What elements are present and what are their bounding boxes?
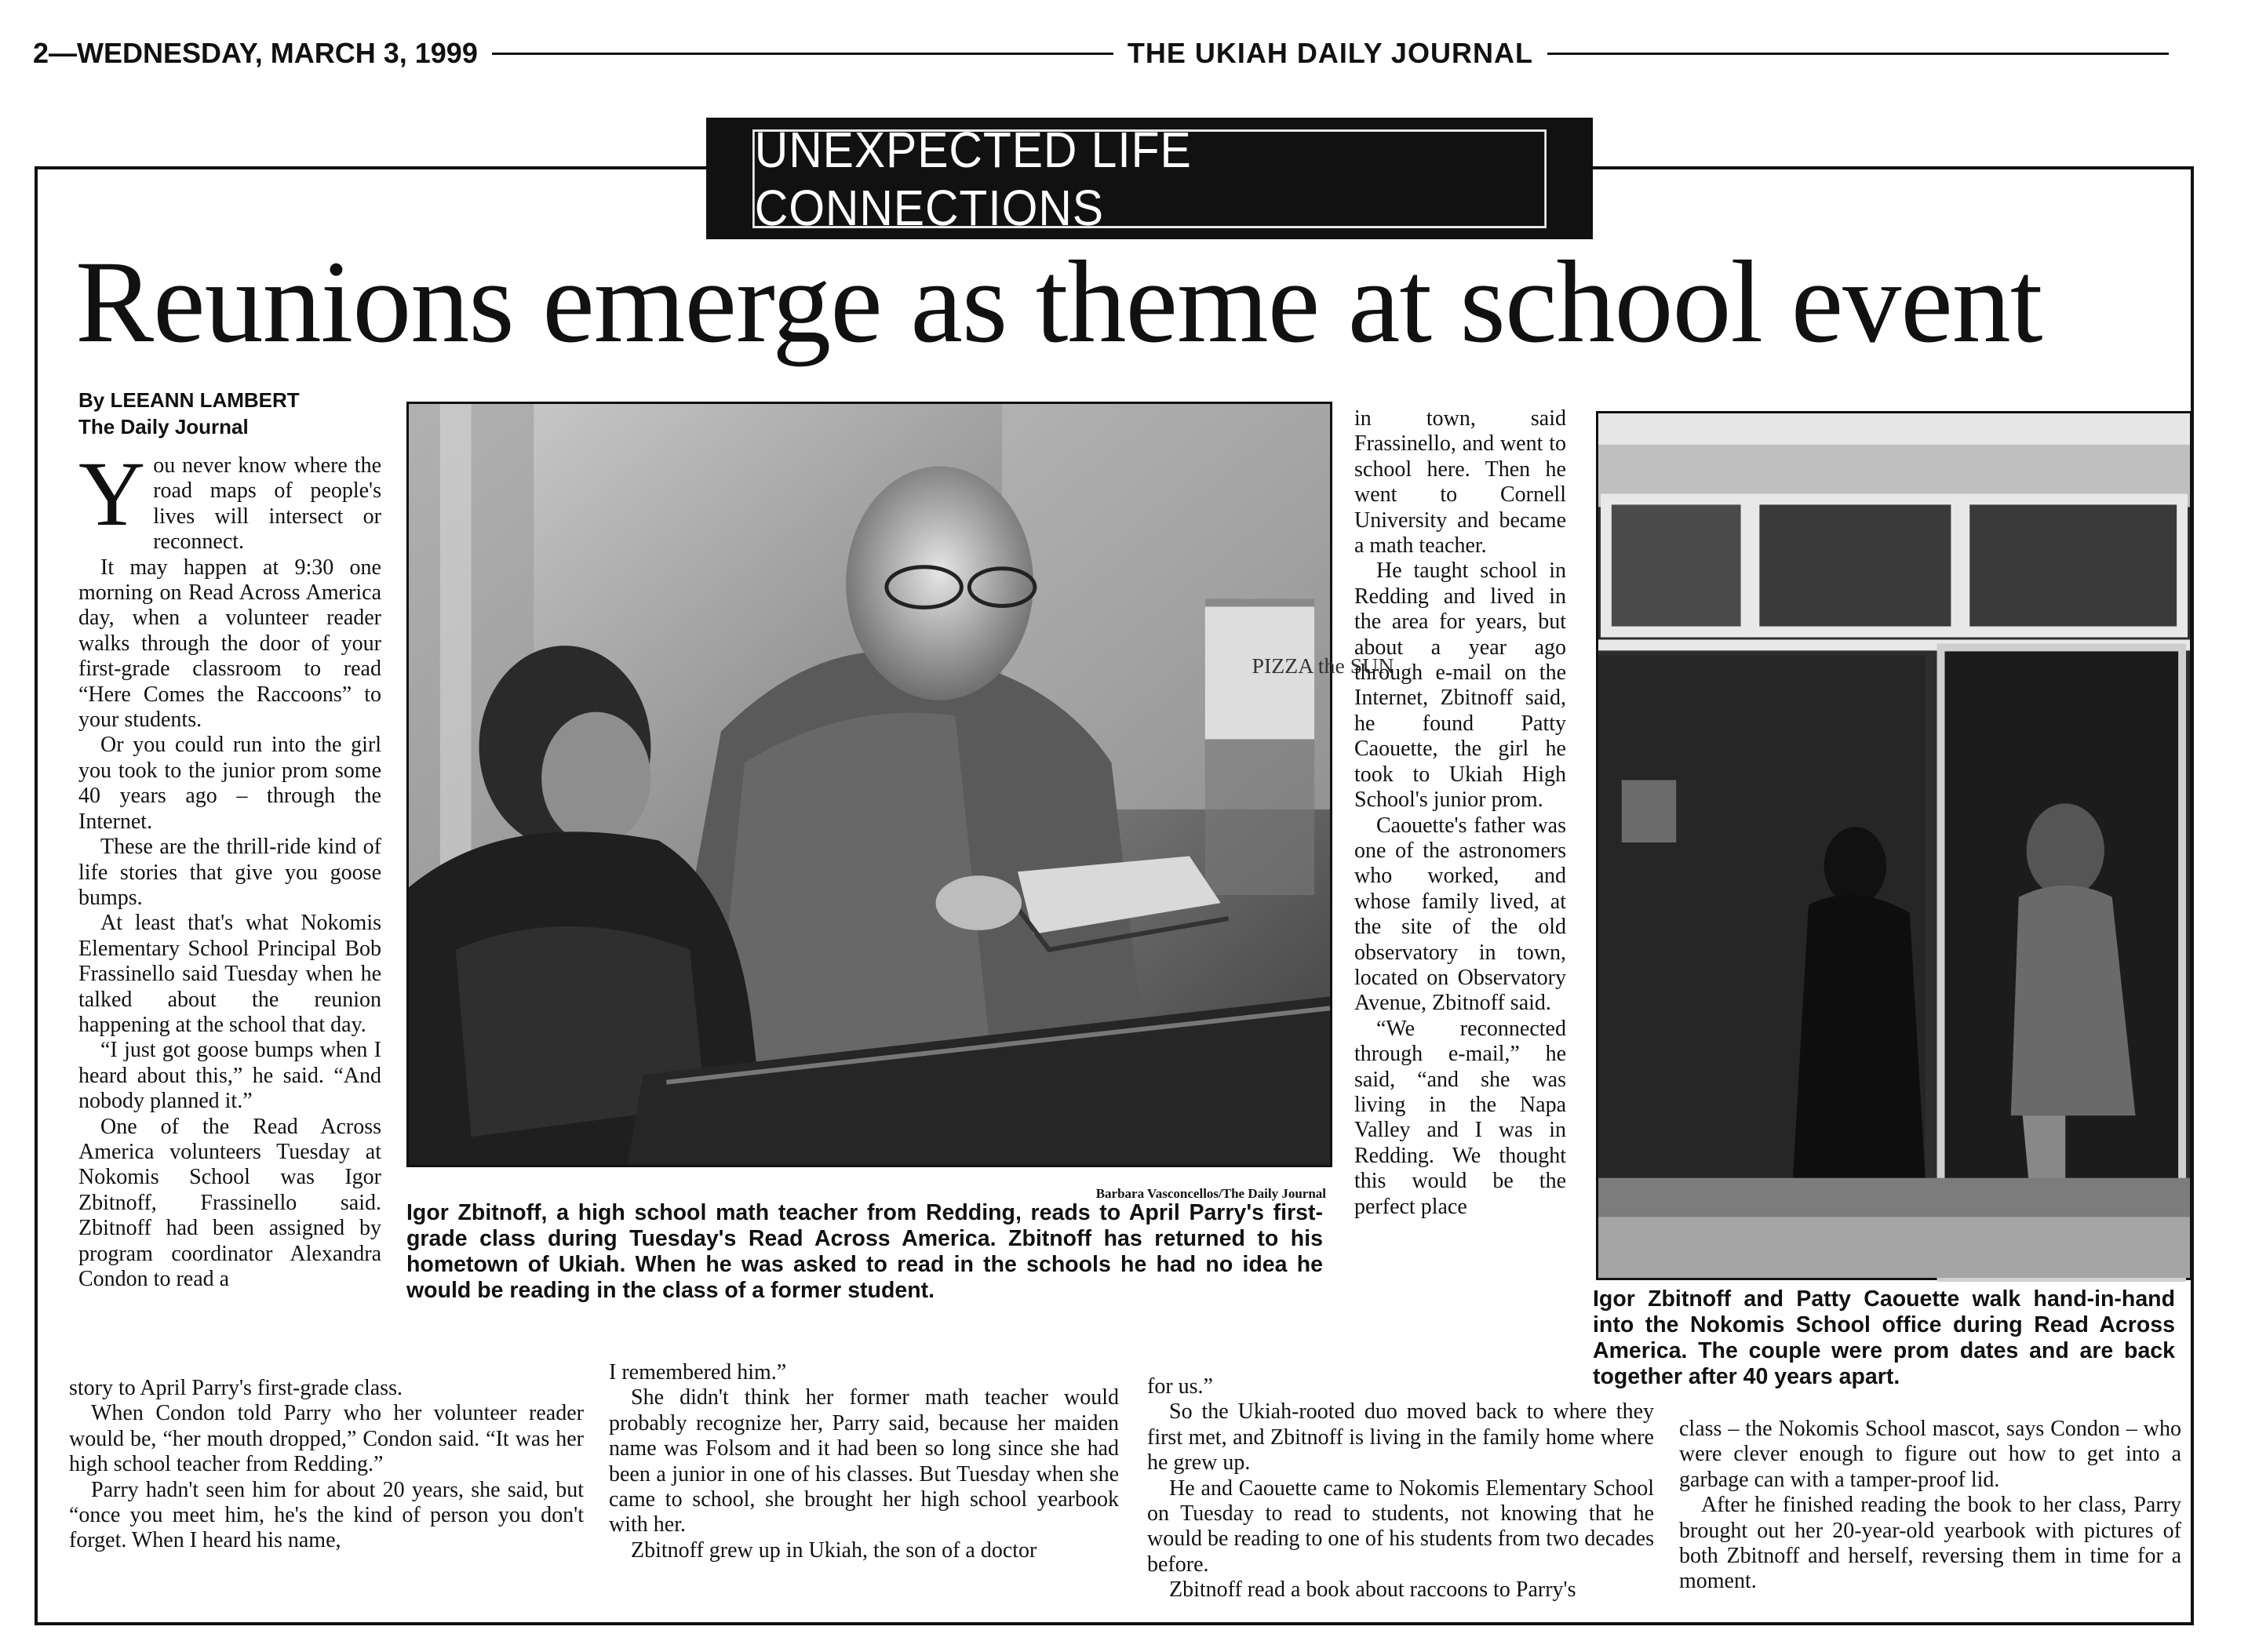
paragraph: Zbitnoff read a book about raccoons to Parry's [1169, 1577, 1576, 1603]
kicker-box [706, 118, 1593, 239]
publication-name: THE UKIAH DAILY JOURNAL [1127, 37, 1533, 69]
photo-couple-walking [1596, 411, 2192, 1280]
paragraph: He and Caouette came to Nokomis Elementary School on Tuesday to read to students, not knowing that he would be reading to one of his students from two decades before. [1147, 1476, 1654, 1577]
paragraph: story to April Parry's first-grade class. [69, 1376, 403, 1400]
photo-teacher-reading-image [409, 404, 1394, 1165]
paragraph: One of the Read Across America volunteers Tuesday at Nokomis School was Igor Zbitnoff, Frassinello said. Zbitnoff had been assigned by program coordinator Alexandra Condon to read a [78, 1114, 381, 1291]
paragraph: Caouette's father was one of the astronomers who worked, and whose family lived, at the site of the old observatory in town, located on Observatory Avenue, Zbitnoff said. [1354, 813, 1566, 1016]
paragraph: Zbitnoff grew up in Ukiah, the son of a doctor [631, 1537, 1037, 1563]
byline-author: By LEEANN LAMBERT [78, 388, 300, 412]
paragraph: “We reconnected through e-mail,” he said, “and she was living in the Napa Valley and I was in Redding. We thought this would be the perfect place [1354, 1016, 1566, 1219]
article-bottom-column-2 [609, 1360, 1119, 1611]
folio-line [33, 30, 2183, 77]
byline-outlet: The Daily Journal [78, 415, 249, 438]
page-date: 2—WEDNESDAY, MARCH 3, 1999 [33, 37, 478, 69]
lead-paragraph [78, 442, 381, 555]
lead-paragraph-text: ou never know where the road maps of people's lives will intersect or reconnect. [153, 453, 381, 555]
byline [78, 387, 408, 440]
kicker-text: UNEXPECTED LIFE CONNECTIONS [752, 129, 1547, 228]
paragraph: He taught school in Redding and lived in the area for years, but about a year ago through e-mail on the Internet, Zbitnoff said, he found Patty Caouette, the girl he took to Ukiah High School's junior prom. [1354, 559, 1566, 813]
photo-sign-text: PIZZA the SUN [1252, 653, 1394, 679]
paragraph: I remembered him.” [609, 1360, 787, 1385]
photo-teacher-reading [406, 402, 1394, 1167]
paragraph: So the Ukiah-rooted duo moved back to where they first met, and Zbitnoff is living in the family home where he grew up. [1147, 1399, 1654, 1476]
paragraph: in town, said Frassinello, and went to school here. Then he went to Cornell University and became a math teacher. [1354, 406, 1566, 559]
photo-couple-caption: Igor Zbitnoff and Patty Caouette walk hand-in-hand into the Nokomis School office during Read Across America. The couple were prom dates and are back together after 40 years apart. [1593, 1286, 2175, 1389]
drop-cap: Y [78, 442, 146, 545]
paragraph: She didn't think her former math teacher would probably recognize her, Parry said, because her maiden name was Folsom and it had been so long since she had been a junior in one of his classes. But Tuesday when she came to school, she brought her high school yearbook with her. [609, 1385, 1119, 1537]
paragraph: Or you could run into the girl you took to the junior prom some 40 years ago – through the Internet. [78, 733, 381, 834]
article-column-1 [78, 442, 381, 1363]
photo-credit: Barbara Vasconcellos/The Daily Journal [1095, 1186, 1326, 1201]
paragraph: It may happen at 9:30 one morning on Read Across America day, when a volunteer reader walks through the door of your first-grade classroom to read “Here Comes the Raccoons” to your students. [78, 555, 381, 733]
article-column-3 [1354, 406, 1566, 1379]
paragraph: “I just got goose bumps when I heard about this,” he said. “And nobody planned it.” [78, 1038, 381, 1114]
folio-rule-left [492, 53, 1113, 55]
article-bottom-column-1 [69, 1376, 584, 1611]
paragraph: Parry hadn't seen him for about 20 years, she said, but “once you meet him, he's the kind of person you don't forget. When I heard his name, [69, 1477, 584, 1553]
folio-rule-right [1547, 53, 2169, 55]
paragraph: When Condon told Parry who her volunteer reader would be, “her mouth dropped,” Condon said. “It was her high school teacher from Redding.” [69, 1401, 584, 1477]
paragraph: At least that's what Nokomis Elementary School Principal Bob Frassinello said Tuesday when he talked about the reunion happening at the school that day. [78, 911, 381, 1037]
headline: Reunions emerge as theme at school event [75, 237, 2042, 367]
paragraph: class – the Nokomis School mascot, says Condon – who were clever enough to figure out how to get into a garbage can with a tamper-proof lid. [1679, 1417, 2181, 1492]
photo-couple-walking-image [1598, 413, 2190, 1278]
article-bottom-column-4 [1679, 1417, 2181, 1611]
article-bottom-column-3 [1147, 1374, 1654, 1611]
paragraph: for us.” [1147, 1374, 1213, 1399]
photo-teacher-caption: Igor Zbitnoff, a high school math teacher from Redding, reads to April Parry's first-grade class during Tuesday's Read Across America. Zbitnoff has returned to his hometown of Ukiah. When he was asked to read in the schools he had no idea he would be reading in the class of a former student. [406, 1200, 1323, 1303]
paragraph: After he finished reading the book to her class, Parry brought out her 20-year-old yearbook with pictures of both Zbitnoff and herself, reversing them in time for a moment. [1679, 1493, 2181, 1594]
paragraph: These are the thrill-ride kind of life stories that give you goose bumps. [78, 835, 381, 910]
